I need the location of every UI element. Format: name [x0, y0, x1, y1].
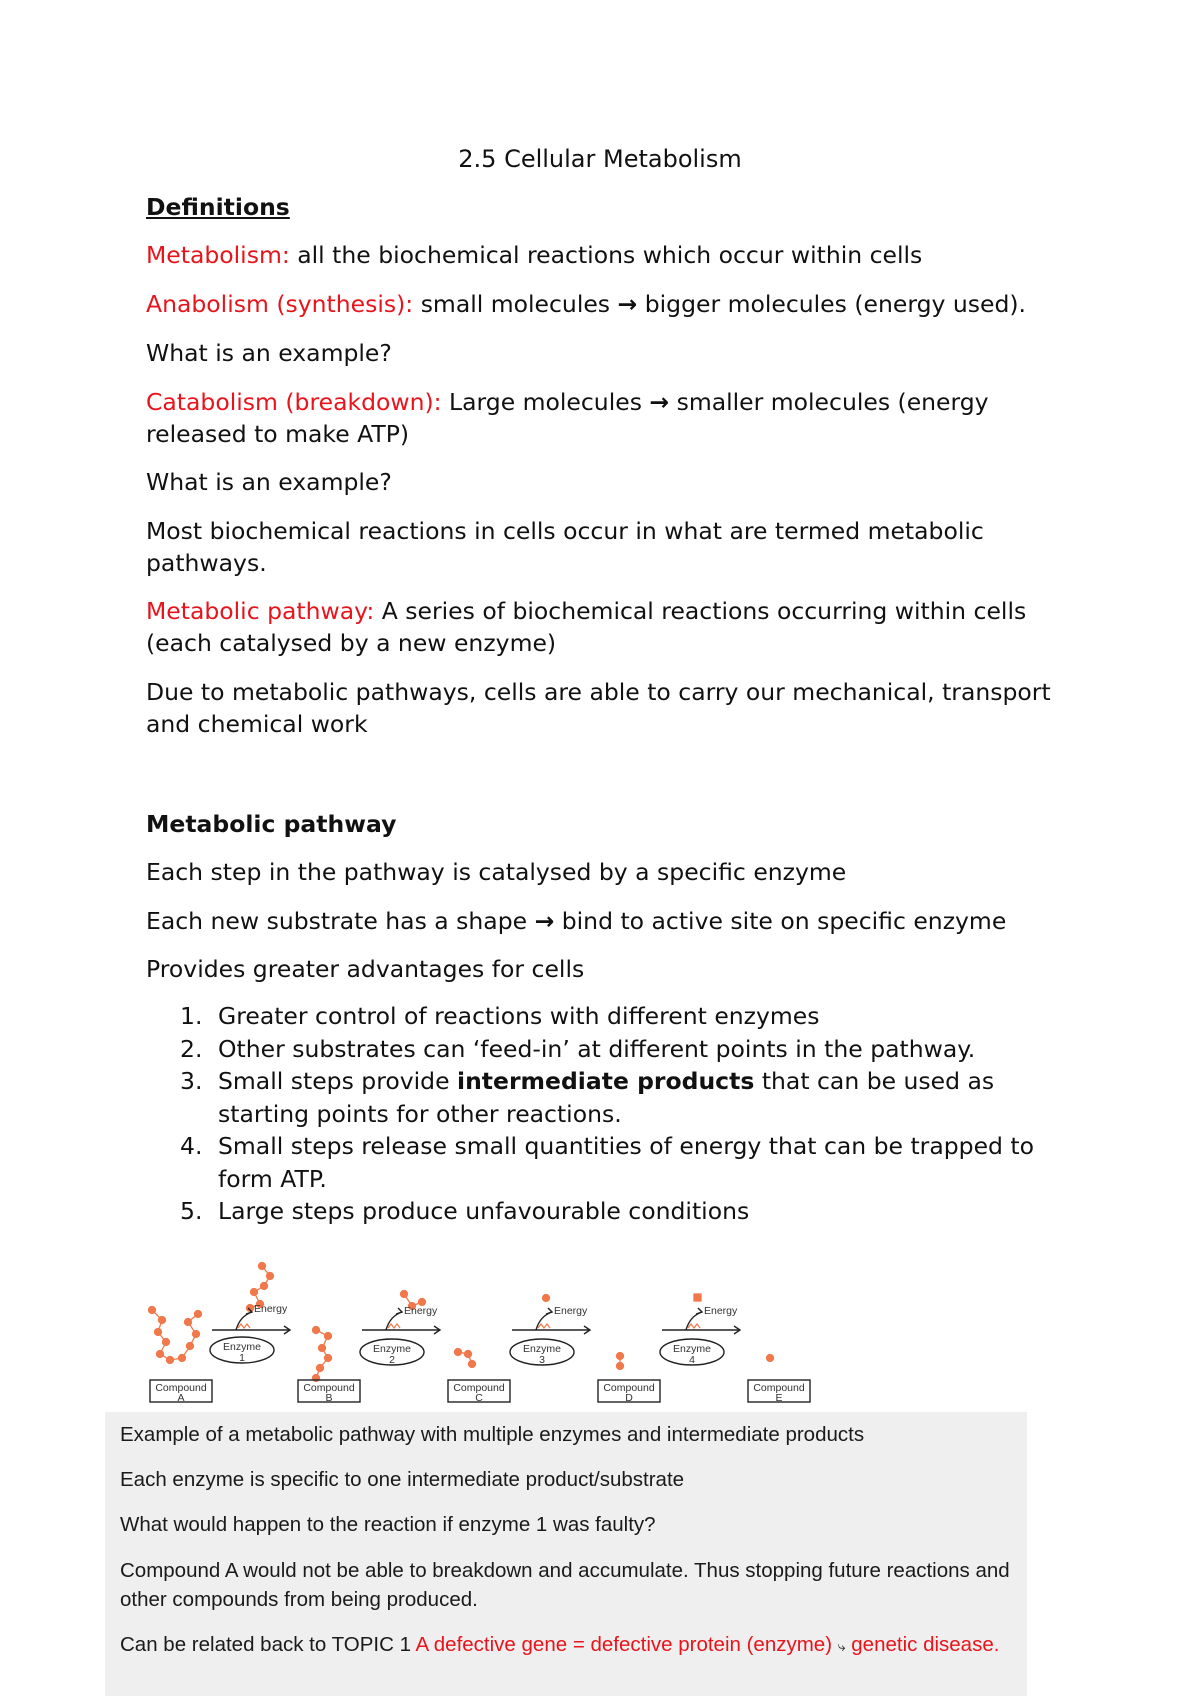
page-title: 2.5 Cellular Metabolism [458, 145, 742, 173]
compound-c-molecule [455, 1349, 476, 1368]
anabolism-term: Anabolism (synthesis): [146, 290, 414, 318]
catabolism-definition [146, 386, 1076, 450]
enzyme-2-label: Enzyme [373, 1343, 411, 1355]
energy-label-3: Energy [554, 1305, 588, 1317]
caption-answer: Compound A would not be able to breakdown and accumulate. Thus stopping future reactions and other compounds from being produced. [120, 1559, 1010, 1611]
list-item [180, 1033, 1080, 1066]
compound-b-molecule [313, 1327, 332, 1382]
anabolism-text-after: bigger molecules (energy used). [637, 290, 1027, 318]
enzyme-2-number: 2 [389, 1354, 395, 1366]
list-number: 2. [180, 1034, 203, 1063]
each-substrate-paragraph [146, 905, 1076, 937]
list-item [180, 1130, 1080, 1195]
released-molecule-4 [694, 1294, 701, 1301]
question-example-2: What is an example? [146, 468, 392, 496]
reaction-step-1 [210, 1308, 290, 1363]
catabolism-text: Large molecules [441, 388, 650, 416]
compound-c-label: Compound [453, 1382, 505, 1394]
arrow-icon: → [534, 907, 555, 935]
metabolic-pathway-text: A series of biochemical reactions occurring within cells (each catalysed by a new enzyme) [146, 597, 1027, 657]
energy-label-4: Energy [704, 1305, 738, 1317]
compound-e-molecule [767, 1355, 774, 1362]
list-item [180, 1195, 1080, 1228]
enzyme-3-label: Enzyme [523, 1343, 561, 1355]
list-item [180, 1000, 1080, 1033]
compound-d-letter: D [625, 1392, 633, 1404]
list-item [180, 1065, 1080, 1130]
metabolic-pathway-diagram [140, 1242, 820, 1404]
catabolism-text-after: smaller molecules (energy released to make ATP) [146, 388, 989, 448]
catabolism-term: Catabolism (breakdown): [146, 388, 442, 416]
list-text: Large steps produce unfavourable conditions [218, 1197, 750, 1225]
list-number: 3. [180, 1067, 203, 1095]
enzyme-4-number: 4 [689, 1354, 695, 1366]
topic-text: Can be related back to TOPIC 1 [120, 1633, 416, 1656]
compound-a-letter: A [177, 1392, 185, 1404]
substrate-text: Each new substrate has a shape [146, 907, 535, 935]
compound-a-label: Compound [155, 1382, 207, 1394]
compound-d-molecule [617, 1353, 624, 1370]
list-text: Greater control of reactions with different enzymes [218, 1002, 820, 1030]
enzyme-3-number: 3 [539, 1354, 545, 1366]
topic-red-text-2: genetic disease. [845, 1633, 1000, 1656]
enzyme-1-number: 1 [239, 1352, 245, 1364]
list-number: 4. [180, 1132, 203, 1160]
arrow-icon: ⤷ [837, 1638, 846, 1654]
compound-d-label: Compound [603, 1382, 655, 1394]
energy-squiggles [238, 1324, 700, 1328]
list-number: 5. [180, 1197, 203, 1225]
anabolism-text: small molecules [413, 290, 618, 318]
compound-b-letter: B [325, 1392, 333, 1404]
definitions-heading: Definitions [146, 193, 290, 221]
metabolic-pathway-heading: Metabolic pathway [146, 810, 397, 838]
list-bold-text: intermediate products [457, 1067, 755, 1095]
caption-line-1: Example of a metabolic pathway with multiple enzymes and intermediate products [120, 1423, 865, 1446]
due-to-paragraph: Due to metabolic pathways, cells are able to carry our mechanical, transport and chemical work [146, 678, 1051, 738]
compound-e-letter: E [775, 1392, 783, 1404]
list-text: Other substrates can ‘feed-in’ at different points in the pathway. [218, 1034, 976, 1063]
substrate-text-after: bind to active site on specific enzyme [554, 907, 1007, 935]
compound-c-letter: C [475, 1392, 483, 1404]
diagram-labels [155, 1303, 805, 1404]
compound-e-label: Compound [753, 1382, 805, 1394]
energy-label-1: Energy [254, 1303, 288, 1315]
energy-label-2: Energy [404, 1305, 438, 1317]
metabolism-definition [146, 239, 1076, 271]
metabolic-pathway-term: Metabolic pathway: [146, 597, 375, 625]
enzyme-1-label: Enzyme [223, 1341, 261, 1353]
compound-a-molecule [149, 1307, 202, 1364]
topic-red-text: A defective gene = defective protein (enzyme) [415, 1633, 838, 1656]
metabolic-pathway-definition [146, 595, 1076, 659]
list-number: 1. [180, 1002, 203, 1030]
caption-line-2: Each enzyme is specific to one intermediate product/substrate [120, 1468, 685, 1491]
metabolism-term: Metabolism: [146, 241, 290, 269]
arrow-icon: → [649, 388, 670, 416]
enzyme-4-label: Enzyme [673, 1343, 711, 1355]
compound-b-label: Compound [303, 1382, 355, 1394]
each-step-paragraph: Each step in the pathway is catalysed by a specific enzyme [146, 858, 847, 886]
released-molecule-3 [543, 1295, 550, 1302]
arrow-icon: → [617, 290, 638, 318]
list-text: Small steps release small quantities of energy that can be trapped to form ATP. [218, 1132, 1035, 1193]
anabolism-definition [146, 288, 1076, 320]
advantages-paragraph: Provides greater advantages for cells [146, 955, 585, 983]
metabolism-text: all the biochemical reactions which occur within cells [289, 241, 923, 269]
most-reactions-paragraph: Most biochemical reactions in cells occur in what are termed metabolic pathways. [146, 517, 984, 577]
advantages-list [180, 1000, 1080, 1228]
list-text-after: that can be used as starting points for other reactions. [218, 1067, 995, 1128]
question-example-1: What is an example? [146, 339, 392, 367]
caption-topic-link [120, 1630, 1020, 1661]
list-text: Small steps provide [218, 1067, 458, 1095]
caption-question: What would happen to the reaction if enzyme 1 was faulty? [120, 1513, 656, 1536]
